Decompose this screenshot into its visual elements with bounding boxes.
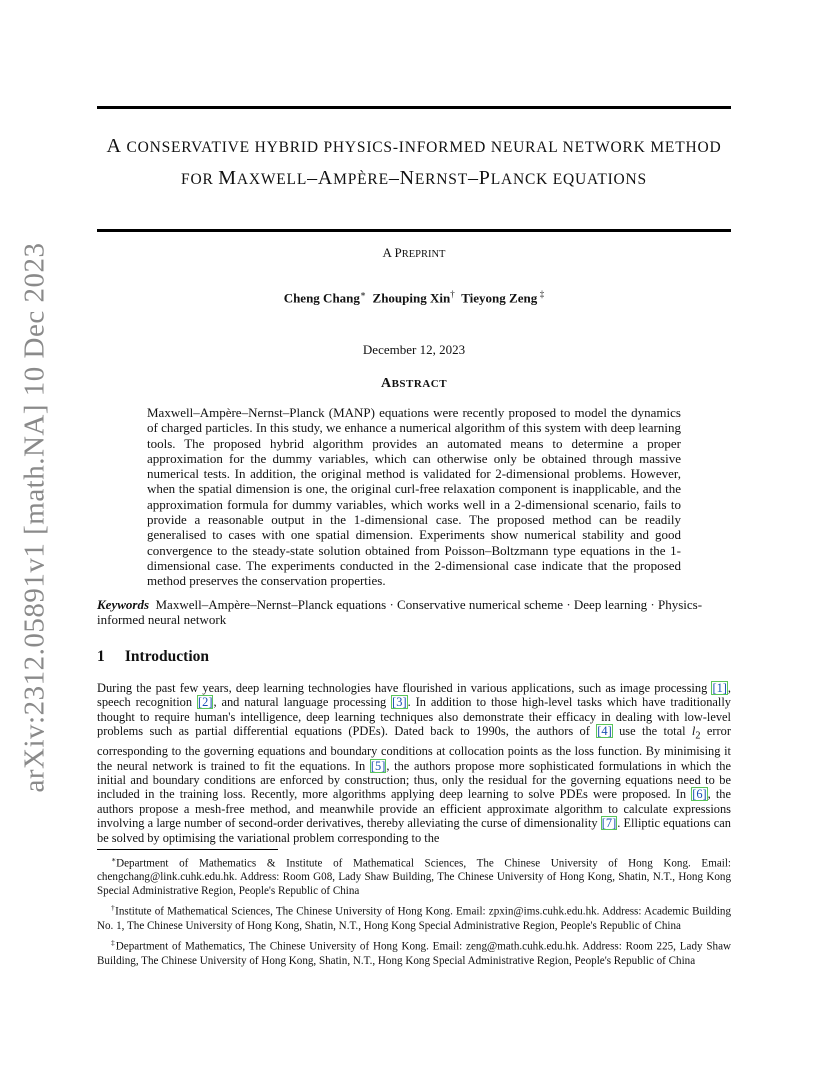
title-part: A	[106, 135, 122, 157]
title-part: LANCK	[490, 171, 549, 188]
footnotes	[97, 853, 731, 971]
paper-title	[97, 131, 731, 195]
footnote-affiliation	[97, 936, 731, 968]
author-list	[97, 289, 731, 306]
citation-link[interactable]: [6]	[692, 787, 707, 802]
math-symbol: l	[691, 724, 696, 739]
citation-link[interactable]: [5]	[370, 758, 386, 773]
intro-text: . In addition to those high-level tasks which have traditionally thought to require human's intelligence, deep learning techniques also demonstrate their efficacy in dealing with low-level problems such as partial differential equations (PDEs). Dated back to 1990s, the authors of	[97, 695, 731, 739]
keywords	[97, 597, 731, 628]
footnote-mark: ∗	[111, 855, 117, 864]
author-name: Cheng Chang	[283, 290, 360, 306]
abstract-heading-initial: A	[380, 376, 392, 391]
footnote-text: Department of Mathematics, The Chinese University of Hong Kong. Email: zeng@math.cuhk.edu.hk. Address: Room 225, Lady Shaw Building, The Chinese University of Hong Kong, Shatin, N.T., Hong Kong Special Administrative Region, People's Republic of China	[97, 941, 732, 967]
math-subscript: 2	[695, 730, 701, 742]
arxiv-identifier-stamp	[14, 242, 56, 792]
intro-text: , and natural language processing	[213, 695, 392, 710]
title-part: –N	[388, 167, 415, 189]
title-bottom-rule	[97, 229, 731, 232]
author-footnote-mark[interactable]: †	[450, 289, 455, 299]
keywords-label: Keywords	[97, 597, 149, 612]
author-name: Tieyong Zeng	[461, 290, 538, 306]
author-name: Zhouping Xin	[372, 290, 451, 306]
title-part: –P	[467, 167, 491, 189]
title-part: M	[218, 167, 237, 189]
title-top-rule	[97, 106, 731, 109]
preprint-label-initial: A P	[382, 245, 402, 260]
citation-link[interactable]: [7]	[601, 816, 617, 831]
title-part: MPÈRE	[333, 171, 389, 188]
title-part: AXWELL	[236, 171, 308, 188]
section-number: 1	[97, 648, 105, 665]
title-part: ERNST	[414, 171, 468, 188]
intro-text: , speech recognition	[97, 681, 731, 710]
intro-text: , the authors propose a mesh-free method, and meanwhile provide an efficient approximate algorithm to calculate expressions involving a large number of second-order derivatives, thereby alleviating the curse of dimensionality	[97, 787, 731, 831]
abstract-heading	[97, 376, 731, 392]
title-part: –A	[307, 167, 334, 189]
section-heading-introduction	[97, 648, 731, 666]
footnote-mark: ‡	[111, 938, 116, 948]
arxiv-identifier-text: arXiv:2312.05891v1 [math.NA] 10 Dec 2023	[18, 242, 51, 792]
citation-link[interactable]: [2]	[198, 695, 213, 710]
introduction-paragraph	[97, 681, 731, 845]
preprint-label-rest: REPRINT	[401, 249, 446, 260]
title-part: CONSERVATIVE HYBRID PHYSICS-INFORMED NEURAL NETWORK METHOD FOR	[121, 139, 722, 188]
paper-date: December 12, 2023	[362, 342, 466, 357]
citation-link[interactable]: [1]	[712, 681, 727, 695]
abstract-text: Maxwell–Ampère–Nernst–Planck (MANP) equations were recently proposed to model the dynamics of charged particles. In this study, we enhance a numerical algorithm of this system with deep learning tools. The proposed hybrid algorithm provides an automated means to determine a proper approximation for the dummy variables, which can otherwise only be obtained through massive numerical tests. In addition, the original method is validated for 2-dimensional problems. However, when the spatial dimension is one, the original curl-free relaxation component is inapplicable, and the approximation formula for dummy variables, which works well in a 2-dimensional scenario, fails to provide a reasonable output in the 1-dimensional case. The proposed method can be readily generalised to cases with one spatial dimension. Experiments show numerical stability and good convergence to the steady-state solution obtained from Poisson–Boltzmann type equations in the 1-dimensional case. The experiments conducted in the 2-dimensional case indicate that the proposed method preserves the conservation properties.	[147, 405, 681, 589]
citation-link[interactable]: [4]	[597, 724, 612, 739]
section-title: Introduction	[124, 648, 209, 665]
intro-text: , the authors propose more sophisticated formulations in which the initial and boundary conditions are enforced by construction; thus, only the residual for the governing equations need to be included in the training loss. Recently, more algorithms applying deep learning to solve PDEs were proposed. In	[97, 758, 731, 802]
intro-text: error corresponding to the governing equations and boundary conditions at collocation points as the loss function. By minimising it the neural network is trained to fit the equations. In	[97, 724, 732, 773]
footnote-rule	[97, 849, 278, 850]
intro-text: . Elliptic equations can be solved by optimising the variational problem corresponding to the	[97, 816, 731, 845]
author-footnote-mark[interactable]: ∗	[359, 289, 367, 299]
footnote-text: Department of Mathematics & Institute of Mathematical Sciences, The Chinese University of Hong Kong. Email: chengchang@link.cuhk.edu.hk. Address: Room G08, Lady Shaw Building, The Chinese University of Hong Kong, Shatin, N.T., Hong Kong Special Administrative Region, People's Republic of China	[97, 857, 731, 897]
preprint-label	[97, 245, 731, 261]
author-footnote-mark[interactable]: ‡	[539, 289, 545, 299]
citation-link[interactable]: [3]	[392, 695, 407, 710]
footnote-mark: †	[111, 903, 116, 913]
intro-text: use the total	[612, 724, 692, 739]
footnote-text: Institute of Mathematical Sciences, The Chinese University of Hong Kong. Email: zpxin@ims.cuhk.edu.hk. Address: Academic Building No. 1, The Chinese University of Hong Kong, Shatin, N.T., Hong Kong Special Administrative Region, People's Republic of China	[97, 906, 731, 932]
title-part: EQUATIONS	[548, 171, 647, 188]
abstract-heading-rest: BSTRACT	[391, 378, 448, 390]
intro-text: During the past few years, deep learning technologies have flourished in various applications, such as image processing	[97, 681, 712, 695]
keywords-text: Maxwell–Ampère–Nernst–Planck equations · Conservative numerical scheme · Deep learning · Physics-informed neural network	[97, 597, 703, 628]
footnote-affiliation	[97, 853, 731, 898]
footnote-affiliation	[97, 901, 731, 933]
